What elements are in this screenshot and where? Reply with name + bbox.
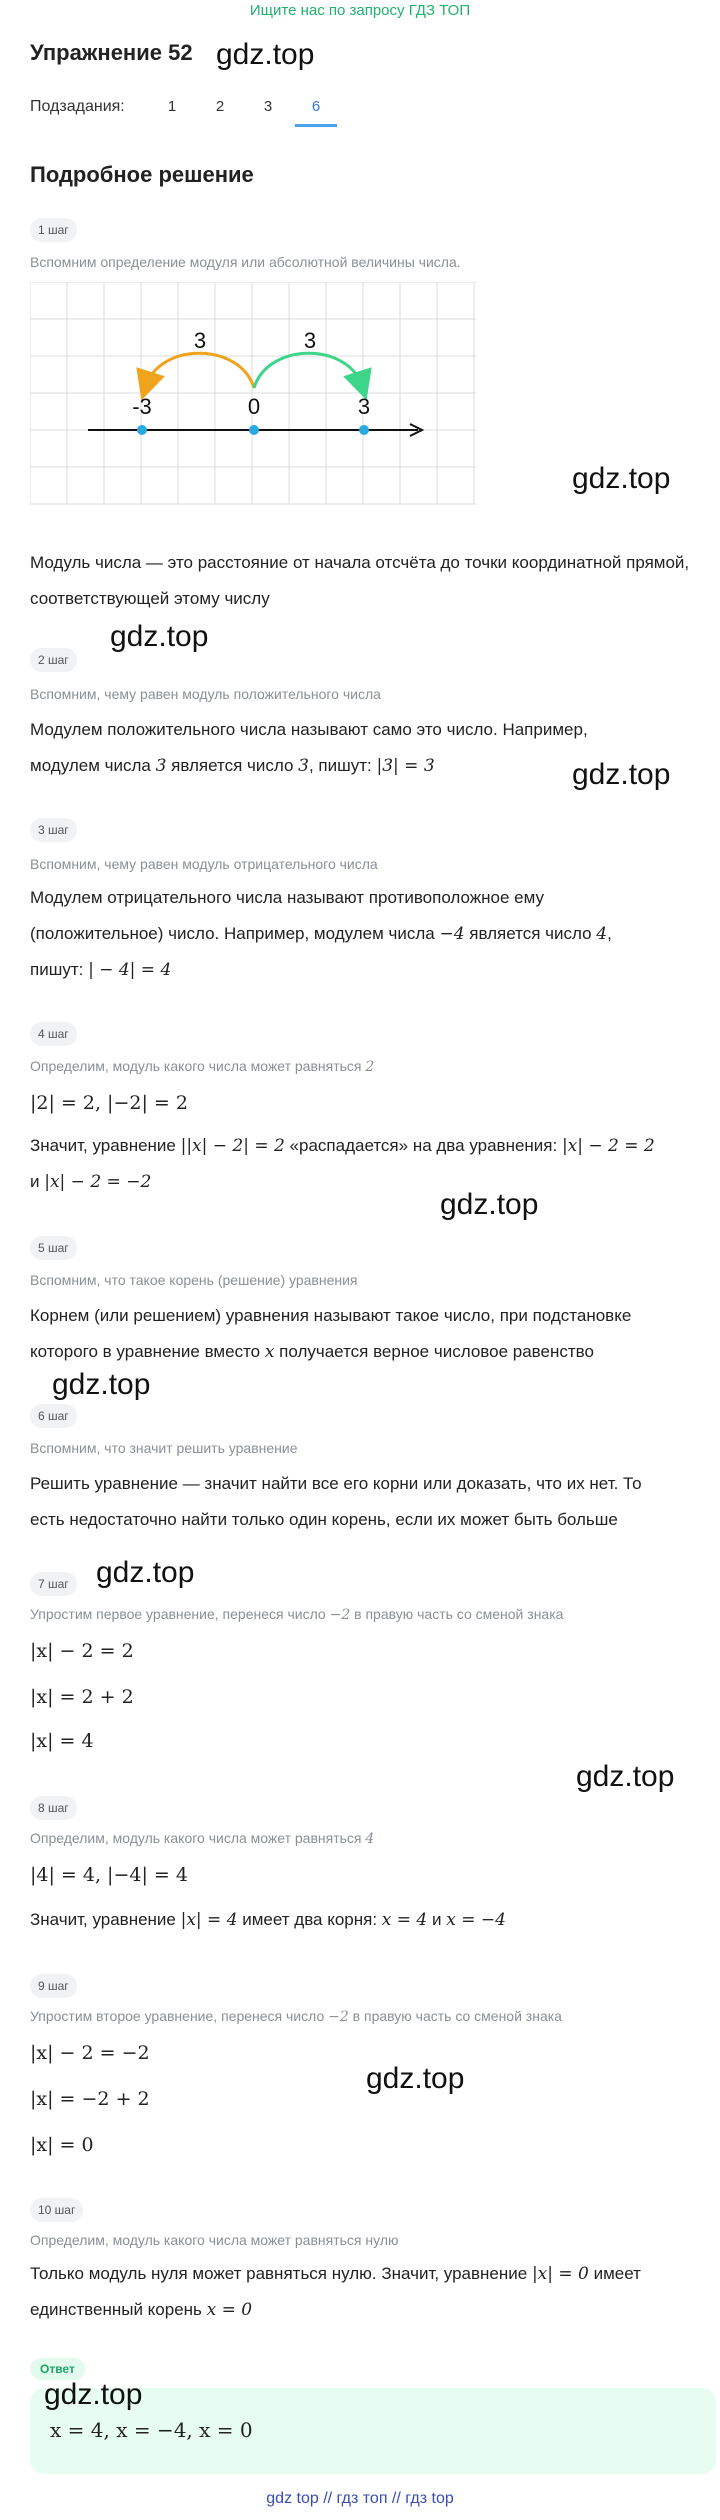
number-line-diagram — [30, 282, 476, 507]
step-equation: |x| = 4 — [30, 1730, 94, 1752]
step-equation: |x| = 2 + 2 — [30, 1686, 134, 1708]
step-hint: Определим, модуль какого числа может равняться 4 — [30, 1830, 375, 1847]
point-label-3: 3 — [357, 394, 371, 419]
step-hint: Определим, модуль какого числа может равняться 2 — [30, 1058, 375, 1075]
tab-3[interactable]: 3 — [263, 98, 273, 115]
step-hint: Вспомним определение модуля или абсолютной величины числа. — [30, 254, 461, 270]
arc-label-left: 3 — [193, 328, 207, 353]
step-badge: 5 шаг — [30, 1236, 77, 1260]
step-badge: 7 шаг — [30, 1572, 77, 1596]
step-text: Модулем отрицательного числа называют противоположное ему (положительное) число. Например, модулем числа −4 является число 4, пишут: | − 4| = 4 — [30, 888, 612, 980]
step-badge: 10 шаг — [30, 2198, 83, 2222]
step-hint: Определим, модуль какого числа может равняться нулю — [30, 2232, 399, 2248]
step-badge: 2 шаг — [30, 648, 77, 672]
step-equation: |4| = 4, |−4| = 4 — [30, 1864, 188, 1886]
point-neg3 — [137, 425, 147, 435]
arc-left — [146, 353, 254, 388]
point-label-0: 0 — [247, 394, 261, 419]
step-badge: 6 шаг — [30, 1404, 77, 1428]
step-equation: |x| − 2 = 2 — [30, 1640, 134, 1662]
watermark: gdz.top — [216, 38, 315, 71]
step-text: Корнем (или решением) уравнения называют такое число, при подстановке которого в уравнение вместо x получается верное числовое равенство — [30, 1306, 632, 1362]
point-3 — [359, 425, 369, 435]
grid — [30, 282, 476, 504]
step-hint: Упростим второе уравнение, перенеся число −2 в правую часть со сменой знака — [30, 2008, 562, 2025]
step-text: Решить уравнение — значит найти все его корни или доказать, что их нет. То есть недостаточно найти только один корень, если их может быть больше — [30, 1474, 642, 1529]
answer-badge: Ответ — [30, 2358, 85, 2380]
watermark: gdz.top — [440, 1188, 539, 1221]
watermark: gdz.top — [572, 462, 671, 495]
answer-value: x = 4, x = −4, x = 0 — [50, 2418, 253, 2442]
step-equation: |x| − 2 = −2 — [30, 2042, 150, 2064]
step-text: Модулем положительного числа называют само это число. Например, модулем числа 3 является число 3, пишут: |3| = 3 — [30, 720, 588, 776]
step-badge: 4 шаг — [30, 1022, 77, 1046]
step-text: Модуль числа — это расстояние от начала отсчёта до точки координатной прямой, соответствующей этому числу — [30, 553, 690, 608]
tab-6[interactable]: 6 — [311, 98, 321, 115]
active-tab-indicator — [295, 124, 337, 127]
top-banner[interactable]: Ищите нас по запросу ГДЗ ТОП — [249, 2, 471, 19]
watermark: gdz.top — [96, 1556, 195, 1589]
step-badge: 3 шаг — [30, 818, 77, 842]
arc-right — [254, 353, 362, 388]
watermark: gdz.top — [110, 620, 209, 653]
point-label-neg3: -3 — [132, 394, 152, 419]
step-equation: |2| = 2, |−2| = 2 — [30, 1092, 188, 1114]
step-hint: Вспомним, что такое корень (решение) уравнения — [30, 1272, 358, 1288]
subtasks-label: Подзадания: — [30, 98, 125, 115]
step-text: Только модуль нуля может равняться нулю. Значит, уравнение |x| = 0 имеет единственный корень x = 0 — [30, 2264, 641, 2320]
step-equation: |x| = −2 + 2 — [30, 2088, 150, 2110]
step-hint: Упростим первое уравнение, перенеся число −2 в правую часть со сменой знака — [30, 1606, 564, 1623]
watermark: gdz.top — [44, 2378, 143, 2411]
arc-label-right: 3 — [303, 328, 317, 353]
solution-heading: Подробное решение — [30, 162, 254, 187]
page-title: Упражнение 52 — [30, 40, 193, 65]
tab-1[interactable]: 1 — [167, 98, 177, 115]
point-0 — [249, 425, 259, 435]
step-hint: Вспомним, что значит решить уравнение — [30, 1440, 298, 1456]
step-badge: 1 шаг — [30, 218, 77, 242]
watermark: gdz.top — [576, 1760, 675, 1793]
step-text: Значит, уравнение ||x| − 2| = 2 «распадается» на два уравнения: |x| − 2 = 2 и |x| − 2 = −2 — [30, 1136, 655, 1192]
watermark: gdz.top — [572, 758, 671, 791]
step-badge: 9 шаг — [30, 1974, 77, 1998]
watermark: gdz.top — [366, 2062, 465, 2095]
step-badge: 8 шаг — [30, 1796, 77, 1820]
step-equation: |x| = 0 — [30, 2134, 94, 2156]
tab-2[interactable]: 2 — [215, 98, 225, 115]
step-hint: Вспомним, чему равен модуль положительного числа — [30, 686, 381, 702]
watermark: gdz.top — [52, 1368, 151, 1401]
step-hint: Вспомним, чему равен модуль отрицательного числа — [30, 856, 378, 872]
step-text: Значит, уравнение |x| = 4 имеет два корня: x = 4 и x = −4 — [30, 1910, 506, 1930]
footer-links[interactable]: gdz top // гдз топ // гдз top — [266, 2490, 454, 2507]
